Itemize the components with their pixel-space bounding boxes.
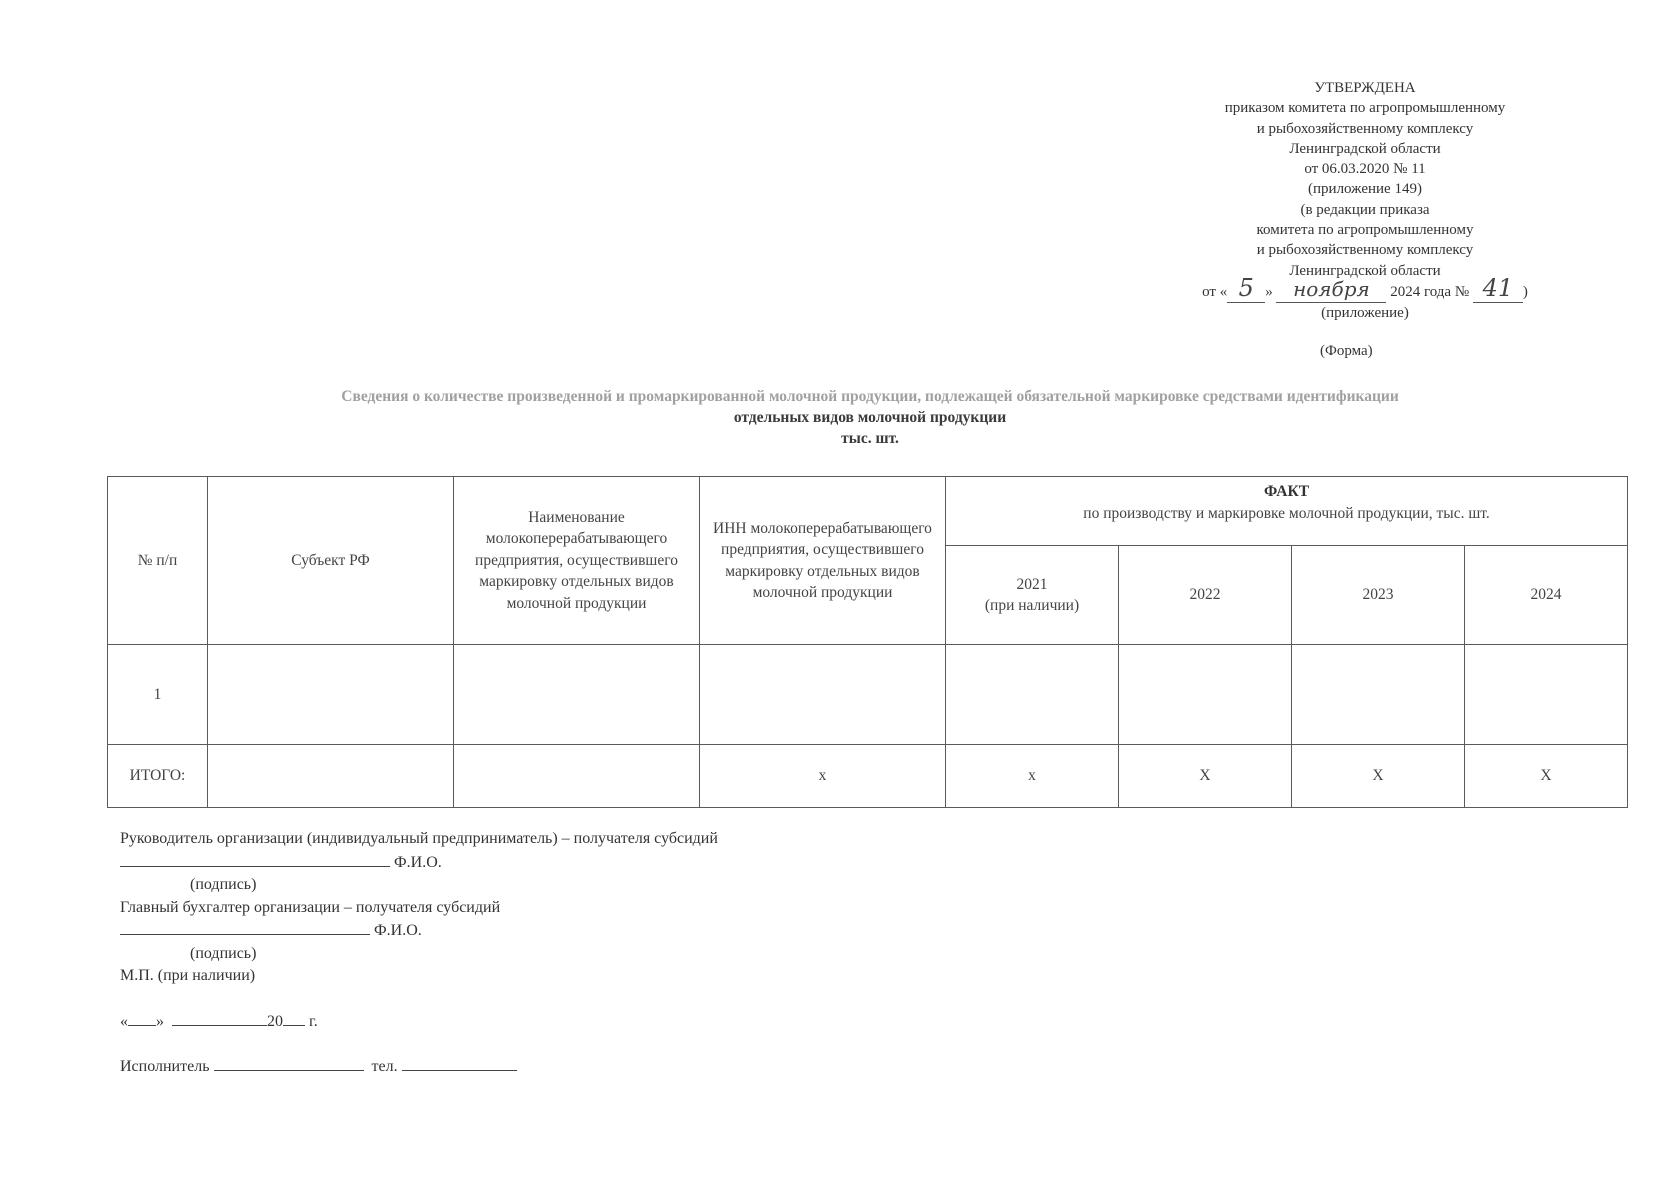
header-inn: ИНН молокоперерабатывающего предприятия, осуществившего маркировку отдельных видов молочной продукции xyxy=(700,477,946,645)
heading-line-1: Сведения о количестве произведенной и промаркированной молочной продукции, подлежащей обязательной маркировке средствами идентификации xyxy=(341,388,1399,405)
head-signature-row xyxy=(120,851,718,875)
date-month-blank xyxy=(172,1010,267,1026)
total-name xyxy=(454,745,700,808)
date-day-blank xyxy=(128,1010,156,1026)
approval-date-line xyxy=(1180,273,1550,303)
date-prefix: от « xyxy=(1202,283,1228,300)
cell-name xyxy=(454,645,700,745)
header-year-2023: 2023 xyxy=(1292,546,1465,645)
stamp-line: М.П. (при наличии) xyxy=(120,967,256,984)
approval-line: от 06.03.2020 № 11 xyxy=(1304,161,1426,178)
signature-caption: (подпись) xyxy=(190,944,257,962)
cell-2021 xyxy=(946,645,1119,745)
signature-caption: (подпись) xyxy=(190,876,257,893)
handwritten-number: 41 xyxy=(1473,281,1523,303)
approval-line: (приложение 149) xyxy=(1308,181,1422,198)
total-inn: x xyxy=(700,745,946,808)
total-2024: X xyxy=(1465,745,1628,808)
data-table xyxy=(107,476,1628,808)
approval-line: комитета по агропромышленному xyxy=(1256,222,1474,239)
heading-line-2: отдельных видов молочной продукции xyxy=(733,409,1007,426)
signature-blank xyxy=(120,851,390,867)
total-2023: X xyxy=(1292,745,1465,808)
approval-line: Ленинградской области xyxy=(1289,140,1441,157)
signature-block xyxy=(120,828,718,1079)
close-paren: ) xyxy=(1522,283,1528,300)
approval-line: Ленинградской области xyxy=(1289,262,1441,279)
header-fact-title: ФАКТ xyxy=(1263,483,1310,500)
header-row-1 xyxy=(108,477,1628,546)
executor-blank xyxy=(214,1055,364,1071)
cell-2022 xyxy=(1119,645,1292,745)
header-name: Наименование молокоперерабатывающего предприятия, осуществившего маркировку отдельных видов молочной продукции xyxy=(454,477,700,645)
header-num: № п/п xyxy=(108,477,208,645)
total-subject xyxy=(208,745,454,808)
total-2021: x xyxy=(946,745,1119,808)
header-year-2024: 2024 xyxy=(1465,546,1628,645)
total-label: ИТОГО: xyxy=(108,745,208,808)
approval-line: и рыбохозяйственному комплексу xyxy=(1256,242,1474,259)
form-label: (Форма) xyxy=(1320,343,1373,359)
handwritten-month: ноября xyxy=(1276,282,1386,303)
cell-subject xyxy=(208,645,454,745)
cell-2024 xyxy=(1465,645,1628,745)
header-fact xyxy=(946,477,1628,546)
cell-2023 xyxy=(1292,645,1465,745)
heading-line-3: тыс. шт. xyxy=(841,430,899,447)
signature-blank xyxy=(120,919,370,935)
phone-blank xyxy=(402,1055,517,1071)
approval-line: приказом комитета по агропромышленному xyxy=(1224,100,1506,117)
header-year-2021: 2021 (при наличии) xyxy=(946,546,1119,645)
head-line: Руководитель организации (индивидуальный предприниматель) – получателя субсидий xyxy=(120,830,718,847)
approval-line: (в редакции приказа xyxy=(1300,201,1430,218)
date-day-close: » xyxy=(1265,283,1273,300)
total-2022: X xyxy=(1119,745,1292,808)
date-year-text: 2024 года № xyxy=(1390,283,1470,300)
fio-label: Ф.И.О. xyxy=(374,922,422,939)
cell-num: 1 xyxy=(108,645,208,745)
approval-line: и рыбохозяйственному комплексу xyxy=(1256,120,1474,137)
accountant-line: Главный бухгалтер организации – получателя субсидий xyxy=(120,898,501,916)
header-fact-subtitle: по производству и маркировке молочной продукции, тыс. шт. xyxy=(1083,504,1490,522)
total-row xyxy=(108,745,1628,808)
handwritten-day: 5 xyxy=(1227,281,1265,303)
approval-attachment: (приложение) xyxy=(1321,305,1409,322)
header-year-2022: 2022 xyxy=(1119,546,1292,645)
approval-line: УТВЕРЖДЕНА xyxy=(1314,80,1416,96)
document-heading xyxy=(160,386,1580,449)
table-row xyxy=(108,645,1628,745)
approval-block xyxy=(1180,78,1550,324)
date-year-blank xyxy=(283,1010,305,1026)
executor-row: Исполнитель тел. xyxy=(120,1055,718,1079)
date-row: « » 20 г. xyxy=(120,1010,718,1034)
accountant-signature-row xyxy=(120,919,718,943)
cell-inn xyxy=(700,645,946,745)
fio-label: Ф.И.О. xyxy=(394,853,442,871)
header-subject: Субъект РФ xyxy=(208,477,454,645)
